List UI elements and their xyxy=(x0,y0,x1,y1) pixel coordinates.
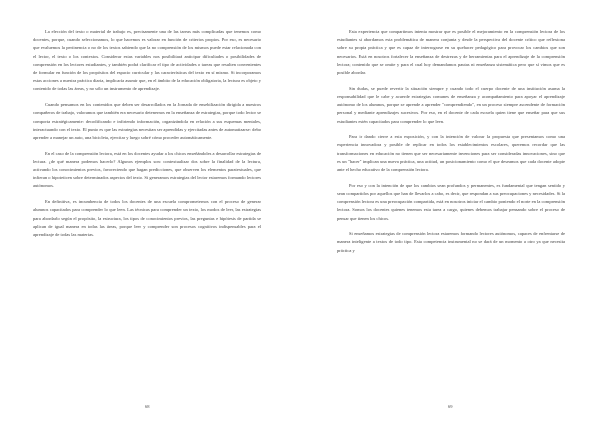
page-number: 68 xyxy=(145,404,150,409)
paragraph: Por eso y con la intención de que los cambios sean profundos y permanentes, es fundamental que tengan sentido y sean compartidos por aquellos que han de llevarlos a cabo, es decir, que respondan a sus preocupaciones y necesidades. Si la comprensión lectora es una preocupación compartida, está en nosotros iniciar el cambio poniendo el norte en la comprensión lectora. Somos los docentes quienes tenemos esta tarea a cargo, quienes debemos trabajar pensando sobre el proceso de pensar que tienen los chicos. xyxy=(337,182,565,221)
paragraph: En definitiva, es incumbencia de todos los docentes de una escuela comprometernos con el proceso de generar alumnos capacitados para comprender lo que leen. Las técnicas para comprender un texto, los modos de leer, las estrategias para abordarlo según el propósito, la estructura, los tipos de conocimientos previos, las preguntas e hipótesis de partida se aplican de igual manera en todas las áreas, porque leer y comprender son procesos cognitivos indispensables para el aprendizaje de todas las materias. xyxy=(33,199,261,237)
paragraph: Sin dudas, se puede revertir la situación siempre y cuando todo el cuerpo docente de una institución asuma la responsabilidad que le cabe y acuerde estrategias comunes de enseñanza y acompañamiento para apoyar el aprendizaje autónomo de los alumnos, porque se aprende a aprender "comprendiendo", en un proceso siempre ascendente de formación personal y mediante aprendizajes sucesivos. Por eso, en el docente de cada escuela quien tiene que enseñar para que sus estudiantes estén capacitados para comprender lo que leen. xyxy=(337,85,565,124)
paragraph: Para ir dando cierre a esta exposición, y con la intención de valorar la propuesta que presentamos como una experiencia innovadora y posible de replicar en todos los establecimientos escolares, queremos recordar que las transformaciones en educación no tienen que ser necesariamente invenciones para ser consideradas innovaciones, sino que es un "hacer" implican una nueva práctica, una actitud, un posicionamiento como el que deseamos que cada docente adopte ante el hecho educativo de la comprensión lectora. xyxy=(337,134,565,173)
paragraph: La elección del texto o material de trabajo es, precisamente una de las tareas más complicadas que tenemos como docentes, porque, cuando seleccionamos, lo que hacemos es valorar en función de criterios propios. Por eso, es necesario que evaluemos la pertinencia o no de los textos sabiendo que la no comprensión de los mismos puede estar relacionada con el lector, el texto o los contextos. Considerar estas variables nos posibilitará anticipar dificultades o posibilidades de comprensión en los lectores estudiantes, y también podrá clarificar el tipo de actividades o tareas que resulten convenientes de formular en función de los propósitos del espacio curricular y las características del texto en sí mismo. Si incorporamos estas acciones a nuestra práctica diaria, implicaría asumir que, en el ámbito de la educación obligatoria, la lectura es objeto y contenido de todas las áreas, y no sólo un instrumento de aprendizaje. xyxy=(33,29,261,92)
paragraph: En el caso de la comprensión lectora, está en los docentes ayudar a los chicos enseñándoles a desarrollar estrategias de lectura. ¿de qué manera podemos hacerlo? Algunos ejemplos son: contextualizar dos sobre la finalidad de la lectura, activando los conocimientos previos, favoreciendo que hagan predicciones, que observen los elementos paratextuales, que infieran o hipoteticen sobre determinados aspectos del texto. Si generamos estrategias del lector estaremos formando lectores autónomos. xyxy=(33,150,261,189)
paragraph: Cuando pensamos en los contenidos que deben ser desarrollados en la Jornada de ensebilización dirigida a nuestros compañeros de trabajo, valoramos que también era necesario detenernos en la enseñanza de estrategias, porque todo lector se comporta estratégicamente: decodificando e infiriendo información, organizándola en relación a sus esquemas mentales, interactuando con el texto. El punto es que las estrategias necesitan ser aprendidas y ejercitadas antes de automatizarse: debo aprender a manejar un auto, una bicicleta, ejercitar y luego sobré cómo proceder automáticamente. xyxy=(33,102,261,140)
paragraph: Si enseñamos estrategias de comprensión lectora estaremos formando lectores autónomos, capaces de enfrentarse de manera inteligente a textos de todo tipo. Esta competencia instrumental no se dará de un momento a otro ya que necesita práctica y xyxy=(337,231,565,253)
paragraph: Esta experiencia que compartimos intenta mostrar que es posible el mejoramiento en la comprensión lectora de los estudiantes si abordamos esta problemática de manera conjunta y desde la perspectiva del docente crítico que reflexiona sobre su propia práctica y que es capaz de interrogarse en su quehacer pedagógico para provocar los cambios que son necesarios. Está en nosotros fortalecer la enseñanza de destrezas y de herramientas para el aprendizaje de la comprensión lectora; contenido que se omite y para el cual hoy demandamos pautas ni enseñanza sistemática pero que sí vimos que es posible abordar. xyxy=(337,29,565,76)
right-text-column xyxy=(337,28,565,262)
page-number: 69 xyxy=(448,404,453,409)
left-text-column xyxy=(33,28,261,247)
right-page xyxy=(300,0,600,424)
